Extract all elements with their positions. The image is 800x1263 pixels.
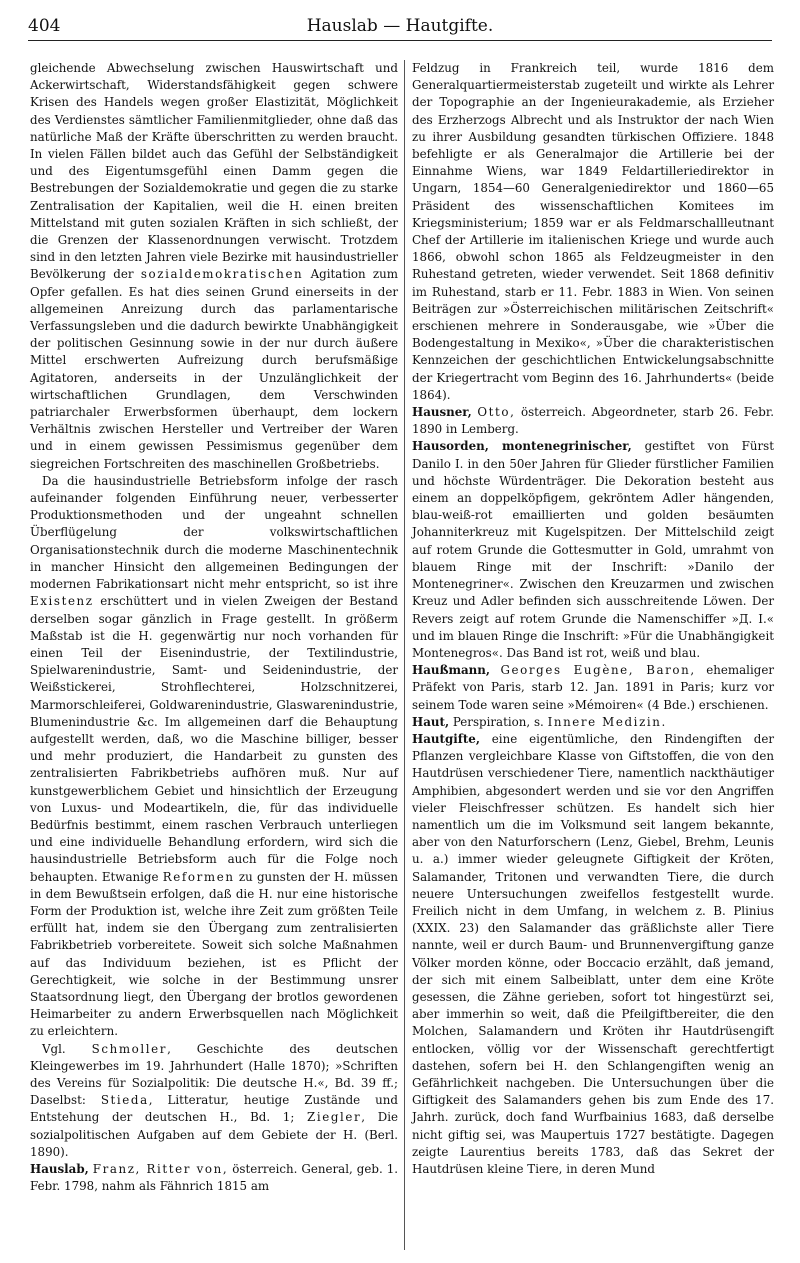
headword: Hauslab,: [30, 1162, 89, 1176]
bibliography: [30, 1041, 398, 1161]
text: Agitation zum Opfer gefallen. Es hat dies seinen Grund einerseits in der allgemeinen Anreizung durch das parlamentarische Verfassungsleben und die dadurch bewirkte Unabhängigkeit der politischen Gesinnung sowie in der nur durch äußere Mittel erschwerten Aufreizung durch berufsmäßige Agitatoren, anderseits in der Unzulänglichkeit der wirtschaftlichen Grundlagen, dem Verschwinden patriarchaler Erwerbsformen überhaupt, dem lockern Verhältnis zwischen Hersteller und Vertreiber der Waren und in einem gewissen Pessimismus gegenüber dem siegreichen Fortschreiten des maschinellen Großbetriebs.: [30, 267, 399, 471]
text: Vgl.: [42, 1041, 66, 1056]
text: erschüttert und in vielen Zweigen der Bestand derselben sogar gänzlich in Frage gestellt. In größerm Maßstab ist die H. gegenwärtig nur noch vorhanden für einen Teil der Eisenindustrie, der Textilindustrie, Spielwarenindustrie, Samt- und Seidenindustrie, der Weißstickerei, Strohflechterei, Holzschnitzerei, Marmorschleiferei, Goldwarenindustrie, Glaswarenindustrie, Blumenindustrie &c. Im allgemeinen darf die Behauptung aufgestellt werden, daß, wo die Maschine billiger, besser und mehr produziert, die Handarbeit zu gunsten des zentralisierten Fabrikbetriebs aufhören muß. Nur auf kunstgewerblichem Gebiet und hinsichtlich der Erzeugung von Luxus- und Modeartikeln, die, für das individuelle Bedürfnis bestimmt, einem raschen Verbrauch unterliegen und eine individuelle Behandlung erfordern, wird sich die hausindustrielle Betriebsform auch für die Folge noch behaupten. Etwanige: [30, 594, 398, 884]
entry-name: Georges Eugène, Baron,: [500, 663, 696, 678]
page-header: [28, 14, 772, 41]
headword: Hausner,: [412, 405, 472, 420]
cross-reference: Innere Medizin.: [547, 714, 667, 729]
entry-hautgifte: [412, 731, 774, 1178]
author-name: Stieda: [100, 1093, 149, 1108]
entry-hausorden: [412, 438, 774, 662]
left-column: [30, 60, 398, 1195]
entry-hauslab-continued: [412, 60, 774, 404]
entry-haut: [412, 714, 774, 731]
page-number: 404: [28, 16, 61, 36]
spaced-text: Existenz: [30, 594, 94, 609]
right-column: [412, 60, 774, 1178]
text: gleichende Abwechselung zwischen Hauswirtschaft und Ackerwirtschaft, Widerstandsfähigkeit gegen schwere Krisen des Handels wegen großer Elastizität, Möglichkeit des Verdienstes sämtlicher Familienmitglieder, ohne daß das natürliche Maß der Kräfte überschritten zu werden braucht. In vielen Fällen bildet auch das Gefühl der Selbständigkeit und des Eigentumsgefühl einen Damm gegen die Bestrebungen der Sozialdemokratie und gegen die zu starke Zentralisation der Kapitalien, weil die H. einen breiten Mittelstand mit guten sozialen Kräften in sich schließt, der die Grenzen der Klassenordnungen verwischt. Trotzdem sind in den letzten Jahren viele Bezirke mit hausindustrieller Bevölkerung der: [30, 61, 398, 282]
running-title: Hauslab — Hautgifte.: [306, 16, 494, 36]
spaced-text: sozialdemokratischen: [140, 267, 304, 282]
text: ehemaliger Präfekt von Paris, starb 12. Jan. 1891 in Paris; kurz vor seinem Tode waren seine »Mémoiren« (4 Bde.) erschienen.: [412, 663, 775, 712]
text: eine eigentümliche, den Rindengiften der Pflanzen vergleichbare Klasse von Giftstoffen, die von den Hautdrüsen verschiedener Tiere, namentlich nackthäutiger Amphibien, abgesondert werden und sie vor den Angriffen vieler Fleischfresser schützen. Es handelt sich hier namentlich um die im Volksmund seit langem bekannte, aber von den Naturforschern (Lenz, Giebel, Brehm, Leunis u. a.) immer wieder geleugnete Giftigkeit der Kröten, Salamander, Tritonen und verwandten Tiere, die durch neuere Untersuchungen zweifellos festgestellt wurde. Freilich nicht in dem Umfang, in welchem z. B. Plinius (XXIX. 23) den Salamander das gräßlichste aller Tiere nannte, weil er durch Baum- und Brunnenvergiftung ganze Völker morden könne, oder Boccacio erzählt, daß jemand, der sich mit einem Salbeiblatt, unter dem eine Kröte gesessen, die Zähne gerieben, sofort tot hingestürzt sei, aber immerhin so weit, daß die Pfeilgiftbereiter, die den Molchen, Salamandern und Kröten ihr Hautdrüsengift entlocken, völlig vor der Wissenschaft gerechtfertigt dastehen, sofern bei H. den Schlangengiften wenig an Gefährlichkeit nachgeben. Die Untersuchungen über die Giftigkeit des Salamanders gehen bis zum Ende des 17. Jahrh. zurück, doch fand Wurfbainius 1683, daß derselbe nicht giftig sei, was Maupertuis 1727 bestätigte. Dagegen zeigte Laurentius bereits 1783, daß das Sekret der Hautdrüsen kleine Tiere, in deren Mund: [412, 731, 774, 1176]
headword: Hautgifte,: [412, 731, 480, 746]
text: österreich. General, geb. 1. Febr. 1798, nahm als Fähnrich 1815 am: [30, 1162, 399, 1194]
entry-hauslab: [30, 1161, 398, 1195]
headword: Hausorden, montenegrinischer,: [412, 439, 632, 454]
text: gestiftet von Fürst Danilo I. in den 50er Jahren für Glieder fürstlicher Familien und höchste Würdenträger. Die Dekoration besteht aus einem an doppelköpfigem, gekröntem Adler hängenden, blau-weiß-rot emaillierten und golden besäumten Johanniterkreuz mit Kugelspitzen. Der Mittelschild zeigt auf rotem Grunde die Gottesmutter in Gold, umrahmt von blauem Ringe mit der Inschrift: »Danilo der Montenegriner«. Zwischen den Kreuzarmen und zwischen Kreuz und Adler befinden sich ausschreitende Löwen. Der Revers zeigt auf rotem Grunde die Namenschiffer »Д. I.« und im blauen Ringe die Inschrift: »Für die Unabhängigkeit Montenegros«. Das Band ist rot, weiß und blau.: [412, 439, 775, 660]
entry-haussmann: [412, 662, 774, 714]
paragraph: [30, 473, 398, 1041]
author-name: Ziegler: [307, 1110, 362, 1125]
text: , Litteratur, heutige Zustände und Entstehung der deutschen H., Bd. 1;: [30, 1093, 398, 1125]
text: , Geschichte des deutschen Kleingewerbes im 19. Jahrhundert (Halle 1870); »Schriften des Vereins für Sozialpolitik: Die deutsche H.«, Bd. 39 ff.; Daselbst:: [30, 1041, 399, 1108]
paragraph: [30, 60, 398, 473]
text: Da die hausindustrielle Betriebsform infolge der rasch aufeinander folgenden Einführung neuer, verbesserter Produktionsmethoden und der ungeahnt schnellen Überflügelung der volkswirtschaftlichen Organisationstechnik durch die moderne Maschinentechnik in mancher Hinsicht den allgemeinen Bedingungen der modernen Fabrikationsart nicht mehr entspricht, so ist ihre: [30, 473, 398, 592]
column-divider: [404, 60, 405, 1250]
spaced-text: Reformen: [162, 869, 235, 884]
headword: Haußmann,: [412, 663, 491, 678]
text: , Die sozialpolitischen Aufgaben auf dem Gebiete der H. (Berl. 1890).: [30, 1110, 399, 1159]
entry-hausner: [412, 404, 774, 438]
text: österreich. Abgeordneter, starb 26. Febr. 1890 in Lemberg.: [412, 405, 775, 437]
text: Perspiration, s.: [452, 714, 544, 729]
text: zu gunsten der H. müssen in dem Bewußtsein erfolgen, daß die H. nur eine historische Form der Produktion ist, welche ihre Zeit zum größten Teile erfüllt hat, indem sie den Übergang zum zentralisierten Fabrikbetrieb vorbereitete. Soweit sich solche Maßnahmen auf das Individuum beziehen, ist es Pflicht der Gerechtigkeit, wie solche in der Bestimmung unsrer Staatsordnung liegt, den Übergang der brotlos gewordenen Heimarbeiter zu andern Erwerbsquellen nach Möglichkeit zu erleichtern.: [30, 869, 399, 1039]
entry-name: Franz, Ritter von,: [92, 1162, 229, 1176]
author-name: Schmoller: [91, 1041, 168, 1056]
text: Feldzug in Frankreich teil, wurde 1816 dem Generalquartiermeisterstab zugeteilt und wirkte als Lehrer der Topographie an der Ingenieurakademie, als Erzieher des Erzherzogs Albrecht und als Instruktor der nach Wien zu ihrer Ausbildung gesandten türkischen Offiziere. 1848 befehligte er als Generalmajor die Artillerie bei der Einnahme Wiens, war 1849 Feldartilleriedirektor in Ungarn, 1854—60 Generalgeniedirektor und 1860—65 Präsident des wissenschaftlichen Komitees im Kriegsministerium; 1859 war er als Feldmarschallleutnant Chef der Artillerie im italienischen Kriege und wurde auch 1866, obwohl schon 1865 als Feldzeugmeister in den Ruhestand getreten, wieder verwendet. Seit 1868 definitiv im Ruhestand, starb er 11. Febr. 1883 in Wien. Von seinen Beiträgen zur »Österreichischen militärischen Zeitschrift« erschienen mehrere in Sonderausgabe, wie »Über die Bodengestaltung in Mexiko«, »Über die charakteristischen Kennzeichen der geschichtlichen Entwickelungsabschnitte der Kriegertracht vom Beginn des 16. Jahrhunderts« (beide 1864).: [412, 61, 774, 402]
headword: Haut,: [412, 714, 450, 729]
entry-name: Otto,: [477, 405, 516, 420]
